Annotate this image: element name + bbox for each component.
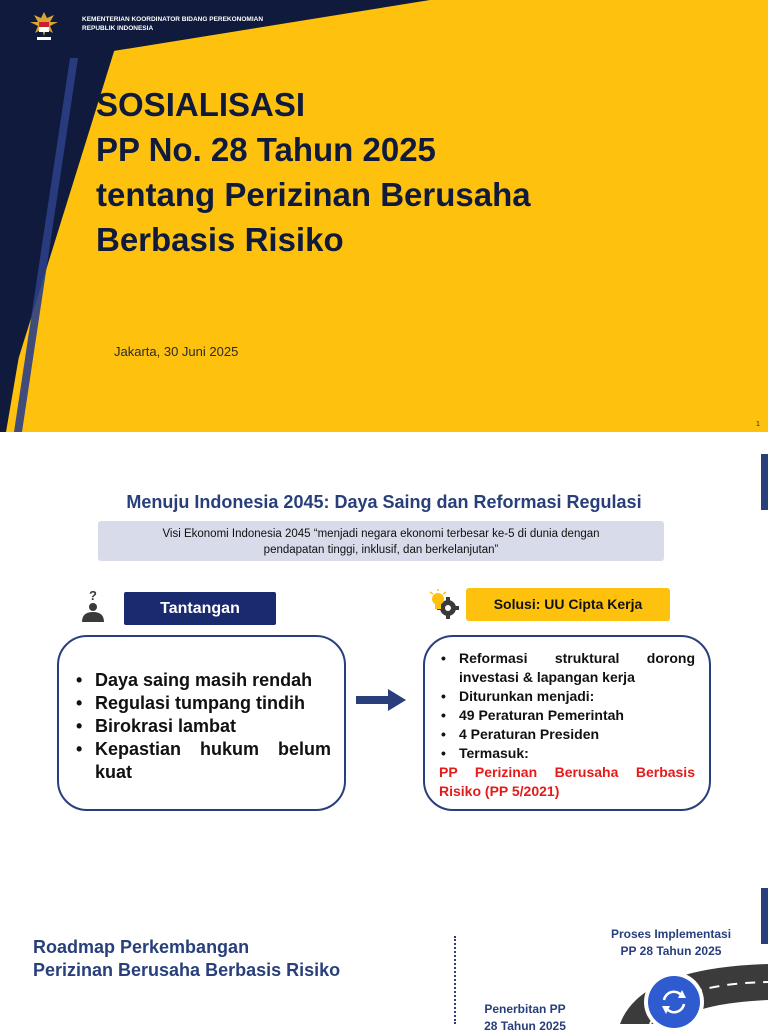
roadmap-title bbox=[33, 936, 340, 982]
solutions-list bbox=[439, 649, 695, 763]
list-item: • 4 Peraturan Presiden bbox=[439, 725, 695, 744]
solution-tag: Solusi: UU Cipta Kerja bbox=[466, 588, 670, 621]
road-curve-icon bbox=[600, 960, 768, 1024]
list-item: • Termasuk: bbox=[439, 744, 695, 763]
lightbulb-gear-icon bbox=[428, 588, 460, 622]
arrow-right-icon bbox=[356, 689, 406, 711]
title-line-2: PP No. 28 Tahun 2025 bbox=[96, 131, 436, 168]
vision-quote-1: “menjadi negara ekonomi terbesar ke-5 di dunia dengan bbox=[313, 528, 600, 540]
slide-title: Menuju Indonesia 2045: Daya Saing dan Reformasi Regulasi bbox=[126, 492, 642, 512]
presentation-title bbox=[96, 82, 531, 262]
ministry-line-1: KEMENTERIAN KOORDINATOR BIDANG PEREKONOMIAN bbox=[82, 16, 264, 23]
person-question-icon bbox=[78, 588, 112, 622]
process-line-2: PP 28 Tahun 2025 bbox=[620, 944, 722, 958]
svg-text:?: ? bbox=[89, 588, 97, 603]
vision-line-1 bbox=[98, 526, 664, 542]
vision-label: Visi Ekonomi Indonesia 2045 bbox=[162, 528, 314, 540]
roadmap-slide bbox=[0, 864, 768, 1033]
challenge-tag: Tantangan bbox=[124, 592, 276, 625]
slide-edge-accent bbox=[761, 888, 768, 944]
list-item: • 49 Peraturan Pemerintah bbox=[439, 706, 695, 725]
ministry-line-2: REPUBLIK INDONESIA bbox=[82, 25, 154, 32]
page-number: 1 bbox=[756, 421, 760, 428]
title-line-4: Berbasis Risiko bbox=[96, 221, 344, 258]
vision-slide bbox=[0, 432, 768, 864]
ministry-name bbox=[82, 15, 263, 33]
roadmap-title-line-2: Perizinan Berusaha Berbasis Risiko bbox=[33, 960, 341, 980]
vision-statement bbox=[98, 521, 664, 561]
vision-quote-2: pendapatan tinggi, inklusif, dan berkelanjutan” bbox=[263, 544, 499, 556]
list-item: • Diturunkan menjadi: bbox=[439, 687, 695, 706]
issuance-line-2: 28 Tahun 2025 bbox=[484, 1019, 566, 1033]
issuance-line-1: Penerbitan PP bbox=[484, 1002, 566, 1016]
issuance-label bbox=[470, 1001, 580, 1035]
roadmap-title-line-1: Roadmap Perkembangan bbox=[33, 937, 250, 957]
solutions-box bbox=[423, 635, 711, 811]
list-item: • Regulasi tumpang tindih bbox=[73, 692, 331, 715]
title-line-3: tentang Perizinan Berusaha bbox=[96, 176, 531, 213]
presentation-date: Jakarta, 30 Juni 2025 bbox=[114, 344, 239, 359]
list-item: • Birokrasi lambat bbox=[73, 715, 331, 738]
challenges-box bbox=[57, 635, 346, 811]
garuda-emblem-icon bbox=[24, 6, 64, 46]
highlighted-regulation: PP Perizinan Berusaha Berbasis Risiko (PP 5/2021) bbox=[439, 764, 695, 799]
list-item: • Reformasi struktural dorong investasi & lapangan kerja bbox=[439, 649, 695, 687]
process-line-1: Proses Implementasi bbox=[610, 927, 732, 941]
list-item: • Kepastian hukum belum kuat bbox=[73, 738, 331, 784]
challenges-list bbox=[73, 669, 331, 784]
title-slide bbox=[0, 0, 768, 432]
list-item: • Daya saing masih rendah bbox=[73, 669, 331, 692]
title-line-1: SOSIALISASI bbox=[96, 86, 306, 123]
process-label bbox=[598, 926, 744, 960]
timeline-divider bbox=[454, 936, 456, 1024]
